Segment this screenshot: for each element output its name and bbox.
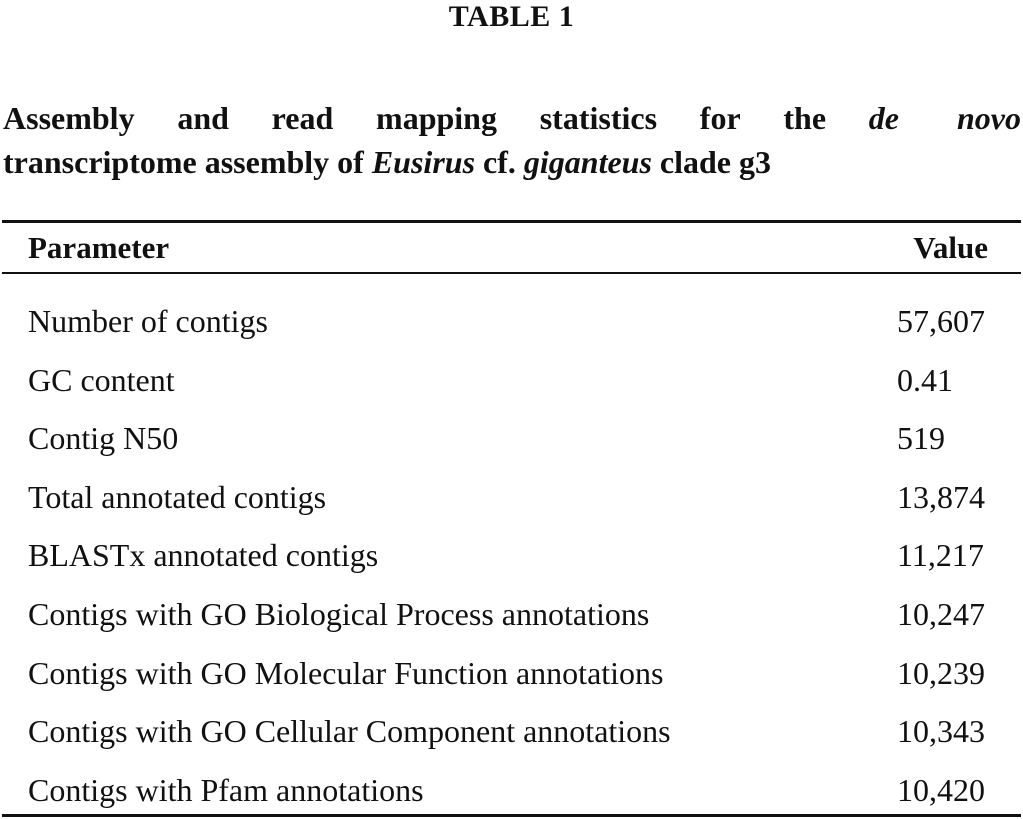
cell-value: 57,607 [897,303,985,339]
caption-text: transcriptome assembly of [3,144,372,180]
header-value: Value [913,230,988,265]
caption-line-1 [3,96,1021,140]
caption-word: for [699,100,741,136]
cell-parameter: Total annotated contigs [28,478,327,515]
caption-word: read [271,100,334,136]
cell-parameter: Contigs with GO Molecular Function annotations [28,654,664,691]
table-top-rule [2,220,1021,223]
header-parameter: Parameter [28,230,170,265]
cell-value: 11,217 [897,537,984,574]
table-row [28,409,998,468]
cell-value: 0.41 [897,361,953,398]
caption-word: the [783,100,827,136]
table-row [28,585,998,644]
caption-text: cf. [475,144,524,180]
caption-word: mapping [376,100,497,136]
cell-parameter: BLASTx annotated contigs [28,537,379,574]
cell-parameter: Contigs with Pfam annotations [28,771,424,808]
cell-parameter: Number of contigs [28,303,268,339]
caption-text: clade g3 [651,144,771,180]
cell-value: 10,420 [897,771,985,808]
caption-word: statistics [539,100,658,136]
cell-value: 10,247 [897,595,985,632]
table-row [28,761,998,819]
cell-value: 13,874 [897,478,985,515]
table-row [28,644,998,703]
table-row [28,292,998,351]
cell-parameter: GC content [28,361,175,398]
table-caption [3,96,1021,184]
table-row [28,468,998,527]
caption-word: and [177,100,229,136]
table-body [28,292,998,819]
table-bottom-rule [2,814,1021,817]
cell-value: 10,343 [897,713,985,750]
table-header-rule [2,272,1021,274]
table-row [28,702,998,761]
cell-value: 519 [897,420,945,457]
table-row [28,526,998,585]
cell-value: 10,239 [897,654,985,691]
table-header-row [28,226,988,270]
cell-parameter: Contigs with GO Biological Process annotations [28,595,650,632]
caption-line-2 [3,140,1021,184]
table-row [28,351,998,410]
caption-italic-de-novo: de novo [868,100,1021,136]
table-label: TABLE 1 [448,0,575,33]
caption-italic-species: giganteus [523,144,652,180]
caption-word: Assembly [3,100,135,136]
caption-italic-genus: Eusirus [371,144,476,180]
cell-parameter: Contigs with GO Cellular Component annotations [28,713,671,750]
cell-parameter: Contig N50 [28,420,179,457]
